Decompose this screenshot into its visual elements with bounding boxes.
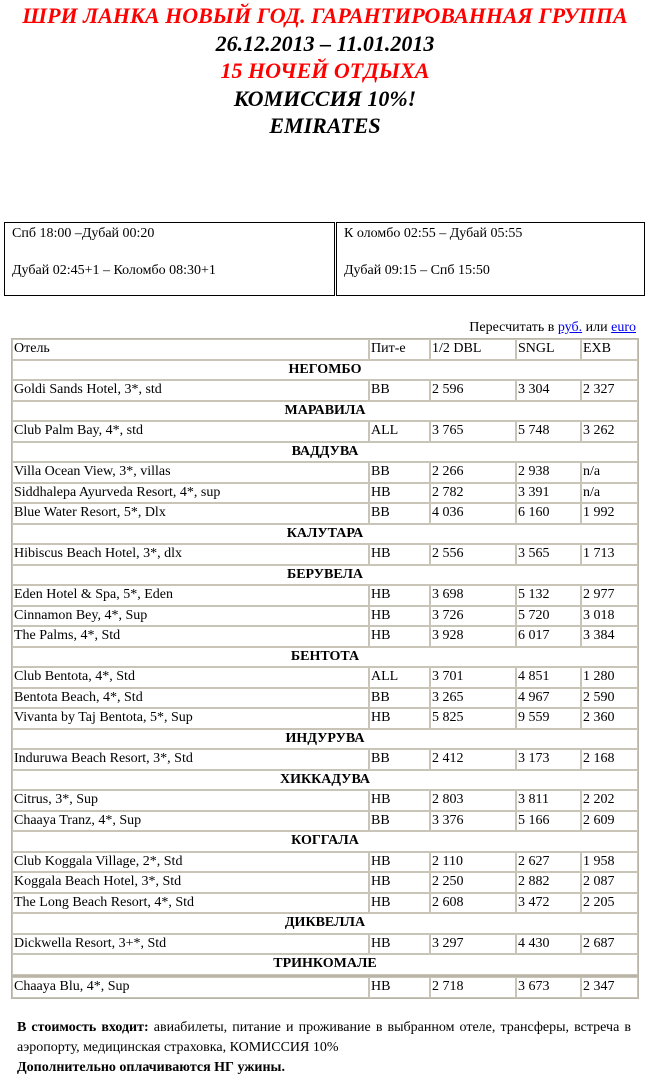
hotel-row <box>12 688 638 709</box>
cell-sngl: 2 938 <box>516 462 581 483</box>
cell-meal: HB <box>369 544 430 565</box>
cell-hotel: Club Koggala Village, 2*, Std <box>12 852 369 873</box>
region-row <box>12 565 638 586</box>
hotel-row <box>12 934 638 955</box>
cell-hotel: Siddhalepa Ayurveda Resort, 4*, sup <box>12 483 369 504</box>
flight-return-box <box>336 222 645 296</box>
hotel-row <box>12 790 638 811</box>
hotel-row <box>12 852 638 873</box>
cell-hotel: Club Bentota, 4*, Std <box>12 667 369 688</box>
title-dates: 26.12.2013 – 11.01.2013 <box>215 30 435 56</box>
title-nights: 15 НОЧЕЙ ОТДЫХА <box>220 58 430 83</box>
cell-sngl: 5 720 <box>516 606 581 627</box>
cell-hotel: Club Palm Bay, 4*, std <box>12 421 369 442</box>
cell-half-dbl: 4 036 <box>430 503 516 524</box>
region-row <box>12 442 638 463</box>
cell-sngl: 3 304 <box>516 380 581 401</box>
cell-sngl: 6 017 <box>516 626 581 647</box>
included-label: В стоимость входит: <box>17 1020 149 1035</box>
region-row <box>12 770 638 791</box>
cell-meal: HB <box>369 708 430 729</box>
cell-half-dbl: 1/2 DBL <box>430 339 516 360</box>
cell-meal: BB <box>369 811 430 832</box>
hotel-row <box>12 503 638 524</box>
included-text: авиабилеты, питание и проживание в выбранном отеле, трансферы, встреча в аэропорту, медицинская страховка, КОМИССИЯ 10% <box>17 1020 631 1055</box>
cell-sngl: 5 132 <box>516 585 581 606</box>
cell-sngl: 4 967 <box>516 688 581 709</box>
cell-meal: HB <box>369 790 430 811</box>
cell-hotel: Отель <box>12 339 369 360</box>
cell-hotel: Goldi Sands Hotel, 3*, std <box>12 380 369 401</box>
hotel-row <box>12 977 638 998</box>
cell-sngl: 4 430 <box>516 934 581 955</box>
cell-half-dbl: 3 376 <box>430 811 516 832</box>
cell-exb: 2 360 <box>581 708 638 729</box>
cell-exb: 1 713 <box>581 544 638 565</box>
cell-hotel: Hibiscus Beach Hotel, 3*, dlx <box>12 544 369 565</box>
hotel-row <box>12 626 638 647</box>
cell-half-dbl: 2 803 <box>430 790 516 811</box>
flight-outbound-leg-1: Спб 18:00 –Дубай 00:20 <box>12 226 155 241</box>
region-name: ХИККАДУВА <box>12 770 638 791</box>
region-name: БЕНТОТА <box>12 647 638 668</box>
footer-notes <box>17 1018 631 1078</box>
flight-outbound-box <box>4 222 335 296</box>
region-row <box>12 831 638 852</box>
region-name: КОГГАЛА <box>12 831 638 852</box>
region-row <box>12 729 638 750</box>
cell-hotel: Induruwa Beach Resort, 3*, Std <box>12 749 369 770</box>
cell-exb: 3 384 <box>581 626 638 647</box>
cell-meal: HB <box>369 852 430 873</box>
region-name: БЕРУВЕЛА <box>12 565 638 586</box>
cell-hotel: Chaaya Blu, 4*, Sup <box>12 977 369 998</box>
cell-half-dbl: 2 266 <box>430 462 516 483</box>
cell-half-dbl: 2 718 <box>430 977 516 998</box>
extra-note: Дополнительно оплачиваются НГ ужины. <box>17 1060 285 1075</box>
region-row <box>12 360 638 381</box>
hotel-row <box>12 872 638 893</box>
flight-return-leg-1: К оломбо 02:55 – Дубай 05:55 <box>344 226 523 241</box>
title-commission: КОМИССИЯ 10%! <box>233 85 417 111</box>
cell-sngl: 9 559 <box>516 708 581 729</box>
cell-meal: BB <box>369 462 430 483</box>
recalc-label: Пересчитать в <box>469 320 555 335</box>
hotel-row <box>12 811 638 832</box>
cell-sngl: 4 851 <box>516 667 581 688</box>
cell-exb: 2 087 <box>581 872 638 893</box>
cell-meal: ALL <box>369 667 430 688</box>
cell-exb: 2 327 <box>581 380 638 401</box>
cell-exb: 2 687 <box>581 934 638 955</box>
cell-exb: 2 205 <box>581 893 638 914</box>
euro-link[interactable]: euro <box>611 320 636 335</box>
hotel-row <box>12 462 638 483</box>
cell-hotel: Cinnamon Bey, 4*, Sup <box>12 606 369 627</box>
cell-meal: BB <box>369 749 430 770</box>
hotel-row <box>12 380 638 401</box>
hotel-row <box>12 544 638 565</box>
cell-exb: 2 977 <box>581 585 638 606</box>
region-row <box>12 401 638 422</box>
hotel-row <box>12 585 638 606</box>
cell-sngl: 5 166 <box>516 811 581 832</box>
hotel-row <box>12 667 638 688</box>
cell-meal: ALL <box>369 421 430 442</box>
region-name: ИНДУРУВА <box>12 729 638 750</box>
cell-meal: HB <box>369 606 430 627</box>
cell-exb: 1 992 <box>581 503 638 524</box>
cell-meal: HB <box>369 483 430 504</box>
cell-hotel: The Palms, 4*, Std <box>12 626 369 647</box>
cell-meal: HB <box>369 585 430 606</box>
cell-meal: HB <box>369 893 430 914</box>
cell-meal: HB <box>369 872 430 893</box>
cell-exb: 3 018 <box>581 606 638 627</box>
region-name: МАРАВИЛА <box>12 401 638 422</box>
cell-exb: 2 202 <box>581 790 638 811</box>
title-airline: EMIRATES <box>269 113 381 138</box>
cell-sngl: 5 748 <box>516 421 581 442</box>
cell-half-dbl: 3 726 <box>430 606 516 627</box>
cell-hotel: Dickwella Resort, 3+*, Std <box>12 934 369 955</box>
cell-sngl: 3 565 <box>516 544 581 565</box>
cell-hotel: Koggala Beach Hotel, 3*, Std <box>12 872 369 893</box>
cell-sngl: 3 472 <box>516 893 581 914</box>
price-table-extra <box>11 976 639 999</box>
cell-half-dbl: 3 265 <box>430 688 516 709</box>
cell-meal: Пит-е <box>369 339 430 360</box>
cell-hotel: Citrus, 3*, Sup <box>12 790 369 811</box>
cell-half-dbl: 2 596 <box>430 380 516 401</box>
hotel-row <box>12 483 638 504</box>
price-table <box>11 338 639 976</box>
cell-sngl: 3 673 <box>516 977 581 998</box>
cell-exb: 1 280 <box>581 667 638 688</box>
hotel-row <box>12 421 638 442</box>
cell-half-dbl: 2 608 <box>430 893 516 914</box>
hotel-row <box>12 708 638 729</box>
included-note <box>17 1018 631 1058</box>
cell-hotel: Vivanta by Taj Bentota, 5*, Sup <box>12 708 369 729</box>
cell-sngl: 2 882 <box>516 872 581 893</box>
cell-half-dbl: 5 825 <box>430 708 516 729</box>
cell-half-dbl: 3 297 <box>430 934 516 955</box>
cell-half-dbl: 3 928 <box>430 626 516 647</box>
cell-sngl: 3 173 <box>516 749 581 770</box>
hotel-row <box>12 893 638 914</box>
cell-meal: HB <box>369 977 430 998</box>
cell-meal: HB <box>369 934 430 955</box>
cell-meal: BB <box>369 503 430 524</box>
cell-half-dbl: 2 110 <box>430 852 516 873</box>
cell-exb: n/a <box>581 462 638 483</box>
cell-half-dbl: 2 556 <box>430 544 516 565</box>
cell-half-dbl: 2 250 <box>430 872 516 893</box>
cell-meal: BB <box>369 688 430 709</box>
flight-outbound-leg-2: Дубай 02:45+1 – Коломбо 08:30+1 <box>12 263 216 278</box>
cell-exb: n/a <box>581 483 638 504</box>
region-name: ТРИНКОМАЛЕ <box>12 954 638 975</box>
hotel-row <box>12 606 638 627</box>
rub-link[interactable]: руб. <box>557 320 583 335</box>
cell-sngl: 3 811 <box>516 790 581 811</box>
cell-half-dbl: 3 698 <box>430 585 516 606</box>
cell-hotel: Bentota Beach, 4*, Std <box>12 688 369 709</box>
cell-hotel: The Long Beach Resort, 4*, Std <box>12 893 369 914</box>
cell-meal: HB <box>369 626 430 647</box>
flight-return-leg-2: Дубай 09:15 – Спб 15:50 <box>344 263 490 278</box>
cell-exb: 2 590 <box>581 688 638 709</box>
cell-exb: EXB <box>581 339 638 360</box>
cell-exb: 2 609 <box>581 811 638 832</box>
cell-half-dbl: 2 782 <box>430 483 516 504</box>
region-name: ВАДДУВА <box>12 442 638 463</box>
recalc-or: или <box>585 320 608 335</box>
cell-exb: 2 347 <box>581 977 638 998</box>
title-main: ШРИ ЛАНКА НОВЫЙ ГОД. ГАРАНТИРОВАННАЯ ГРУППА <box>22 3 628 28</box>
region-row <box>12 647 638 668</box>
cell-hotel: Chaaya Tranz, 4*, Sup <box>12 811 369 832</box>
cell-exb: 2 168 <box>581 749 638 770</box>
cell-sngl: 3 391 <box>516 483 581 504</box>
region-row <box>12 913 638 934</box>
table-header-row <box>12 339 638 360</box>
cell-sngl: 2 627 <box>516 852 581 873</box>
cell-half-dbl: 3 765 <box>430 421 516 442</box>
region-name: ДИКВЕЛЛА <box>12 913 638 934</box>
cell-hotel: Blue Water Resort, 5*, Dlx <box>12 503 369 524</box>
cell-meal: BB <box>369 380 430 401</box>
cell-sngl: SNGL <box>516 339 581 360</box>
cell-hotel: Eden Hotel & Spa, 5*, Eden <box>12 585 369 606</box>
region-name: НЕГОМБО <box>12 360 638 381</box>
page-header <box>0 2 650 140</box>
cell-exb: 3 262 <box>581 421 638 442</box>
cell-half-dbl: 2 412 <box>430 749 516 770</box>
cell-exb: 1 958 <box>581 852 638 873</box>
region-row <box>12 524 638 545</box>
region-row <box>12 954 638 975</box>
currency-recalc <box>469 320 636 336</box>
cell-sngl: 6 160 <box>516 503 581 524</box>
cell-hotel: Villa Ocean View, 3*, villas <box>12 462 369 483</box>
hotel-row <box>12 749 638 770</box>
cell-half-dbl: 3 701 <box>430 667 516 688</box>
region-name: КАЛУТАРА <box>12 524 638 545</box>
